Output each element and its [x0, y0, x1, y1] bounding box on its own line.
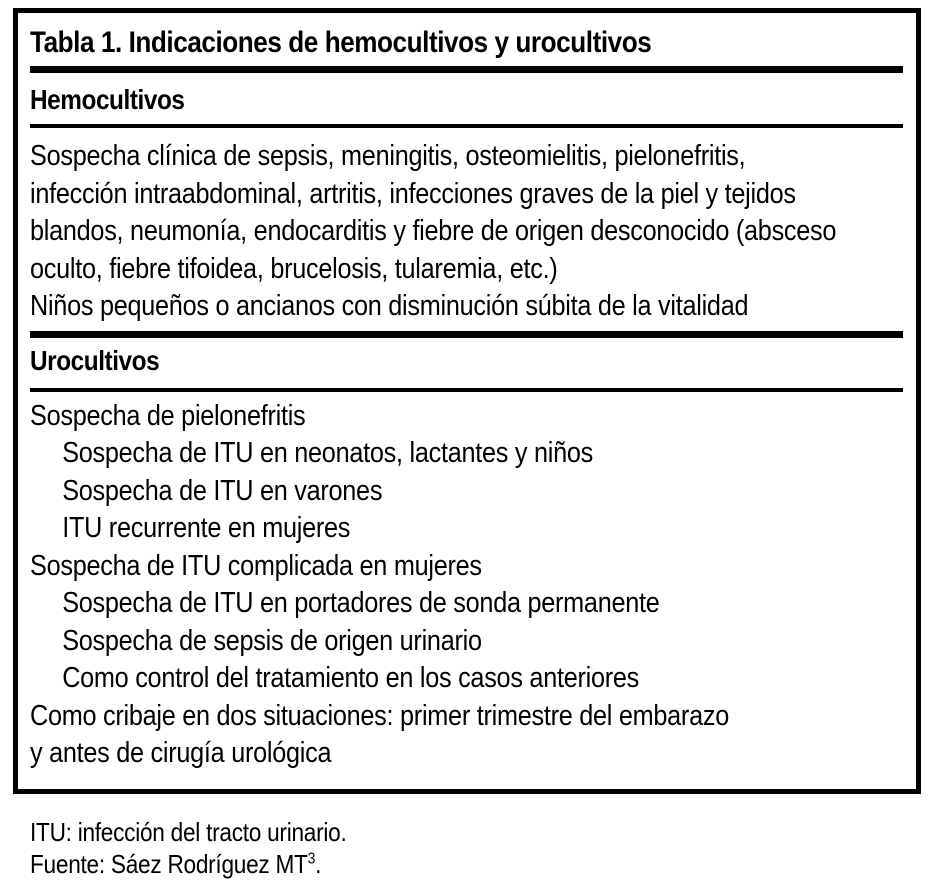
hemocultivos-body: [30, 138, 903, 326]
table-title: Tabla 1. Indicaciones de hemocultivos y urocultivos: [30, 26, 652, 59]
table-line-indented: ITU recurrente en mujeres: [62, 512, 351, 544]
abbreviation-note: ITU: infección del tracto urinario.: [30, 817, 347, 847]
table-line-indented: Sospecha de ITU en varones: [62, 474, 383, 507]
source-reference-superscript: 3: [307, 849, 316, 868]
section-header-urocultivos: Urocultivos: [30, 344, 160, 376]
table-line: Sospecha de pielonefritis: [30, 399, 306, 432]
table-line: blandos, neumonía, endocarditis y fiebre de origen desconocido (absceso: [30, 215, 837, 247]
table-line: Niños pequeños o ancianos con disminución súbita de la vitalidad: [30, 290, 749, 322]
table-line: Sospecha clínica de sepsis, meningitis, osteomielitis, pielonefritis,: [30, 140, 746, 172]
divider-above-urocultivos: [30, 331, 903, 338]
divider-below-title: [30, 66, 903, 73]
divider-below-urocultivos-header: [30, 388, 903, 392]
table-line: infección intraabdominal, artritis, infecciones graves de la piel y tejidos: [30, 177, 796, 210]
source-note: [30, 848, 346, 880]
section-header-hemocultivos: Hemocultivos: [30, 84, 185, 115]
table-line: Sospecha de ITU complicada en mujeres: [30, 549, 482, 582]
table-line-indented: Sospecha de sepsis de origen urinario: [62, 624, 482, 657]
source-note-text: Fuente: Sáez Rodríguez MT: [30, 849, 308, 879]
table-line-indented: Como control del tratamiento en los casos anteriores: [62, 662, 640, 694]
table-line: oculto, fiebre tifoidea, brucelosis, tularemia, etc.): [30, 252, 558, 285]
divider-below-hemocultivos-header: [30, 124, 903, 128]
source-note-period: .: [315, 849, 322, 879]
table-1-box: [13, 8, 921, 794]
urocultivos-body: [30, 398, 903, 773]
table-line-indented: Sospecha de ITU en portadores de sonda permanente: [62, 587, 660, 619]
table-line-indented: Sospecha de ITU en neonatos, lactantes y niños: [62, 437, 593, 469]
table-line: Como cribaje en dos situaciones: primer trimestre del embarazo: [30, 699, 729, 732]
table-line: y antes de cirugía urológica: [30, 737, 332, 769]
footnotes: [30, 816, 394, 880]
